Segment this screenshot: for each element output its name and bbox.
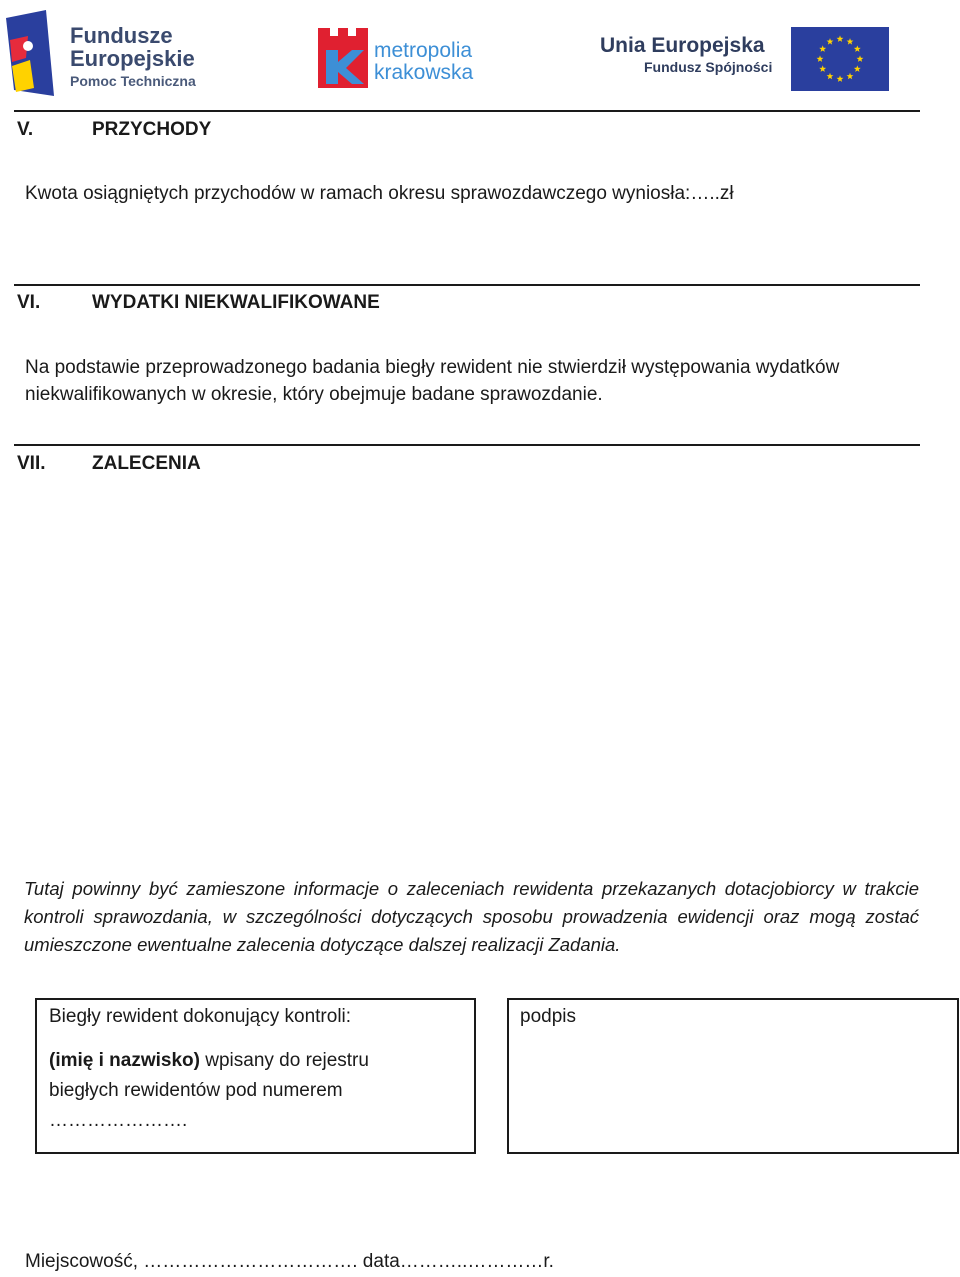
logo-line: krakowska (374, 61, 474, 85)
signature-box (507, 998, 959, 1154)
logo-line: metropolia (374, 39, 473, 62)
section-divider (14, 110, 920, 112)
section-title: PRZYCHODY (92, 119, 212, 140)
revenue-statement: Kwota osiągniętych przychodów w ramach okresu sprawozdawczego wyniosła:…..zł (25, 183, 734, 204)
text-line: Na podstawie przeprowadzonego badania biegły rewident nie stwierdził występowania wydatków (25, 357, 840, 378)
auditor-box (35, 998, 476, 1154)
section-divider (14, 444, 920, 446)
logo-line: Europejskie (70, 46, 195, 72)
auditor-name-field (49, 1046, 469, 1136)
number-placeholder: …………………. (49, 1110, 188, 1131)
logo-line: Fundusz Spójności (644, 59, 773, 76)
section-divider (14, 284, 920, 286)
unia-europejska-logo-text (600, 34, 772, 75)
eu-flag-icon (791, 27, 889, 91)
text-line: niekwalifikowanych w okresie, który obejmuje badane sprawozdanie. (25, 384, 603, 405)
signature-label: podpis (520, 1006, 576, 1027)
logo-line: Fundusze (70, 23, 173, 48)
section-title: ZALECENIA (92, 453, 201, 474)
text-line: biegłych rewidentów pod numerem (49, 1080, 343, 1101)
logo-line: Unia Europejska (600, 34, 765, 57)
section-number: VII. (17, 453, 46, 474)
section-title: WYDATKI NIEKWALIFIKOWANE (92, 292, 380, 313)
auditor-label: Biegły rewident dokonujący kontroli: (49, 1006, 352, 1027)
fundusze-europejskie-logo-mark (6, 10, 54, 96)
recommendations-note: Tutaj powinny być zamieszone informacje o zaleceniach rewidenta przekazanych dotacjobiorcy w trakcie kontroli sprawozdania, w szczególności dotyczących sposobu prowadzenia ewidencji oraz mogą zostać umieszczone ewentualne zalecenia dotyczące dalszej realizacji Zadania. (24, 878, 919, 955)
ineligible-expenses-text (25, 354, 839, 408)
section-number: VI. (17, 292, 41, 313)
metropolia-krakowska-logo-mark (316, 26, 370, 90)
section-number: V. (17, 119, 34, 140)
place-date-line: Miejscowość, ……………………………. data………..…………r. (25, 1251, 554, 1272)
metropolia-krakowska-logo-text (374, 40, 473, 84)
fundusze-europejskie-logo-text (70, 24, 196, 89)
logo-line: Pomoc Techniczna (70, 73, 196, 90)
name-rest: wpisany do rejestru (199, 1050, 369, 1071)
name-bold: (imię i nazwisko) (49, 1050, 200, 1071)
